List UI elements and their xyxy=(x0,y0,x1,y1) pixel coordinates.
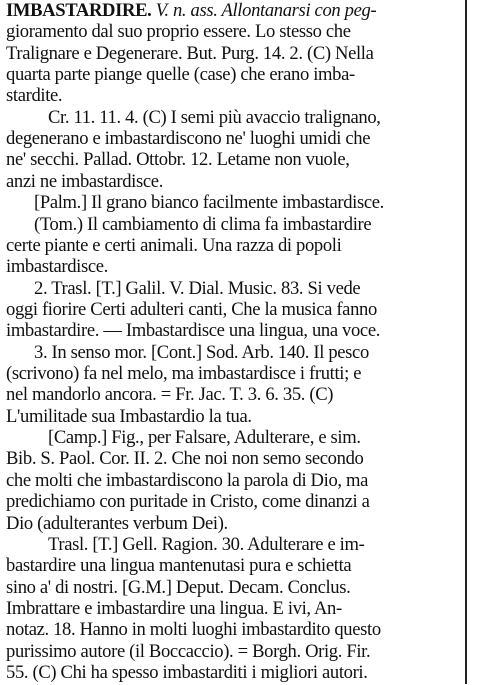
entry-line-8: ne' secchi. Pallad. Ottobr. 12. Letame non vuole, xyxy=(6,149,350,170)
entry-line-4: quarta parte piange quelle (case) che erano imba- xyxy=(6,64,355,85)
entry-line-17: 3. In senso mor. [Cont.] Sod. Arb. 140. Il pesco xyxy=(34,342,369,363)
entry-line-27: bastardire una lingua mantenutasi pura e schietta xyxy=(6,555,352,576)
entry-line-2: gioramento dal suo proprio essere. Lo stesso che xyxy=(6,21,351,42)
entry-line-13: imbastardisce. xyxy=(6,256,108,277)
entry-line-5: stardite. xyxy=(6,85,63,106)
entry-line-3: Tralignare e Degenerare. But. Purg. 14. 2. (C) Nella xyxy=(6,43,374,64)
entry-line-20: L'umilitade sua Imbastardio la tua. xyxy=(6,406,252,427)
entry-line-26: Trasl. [T.] Gell. Ragion. 30. Adulterare e im- xyxy=(48,534,365,555)
entry-line-14: 2. Trasl. [T.] Galil. V. Dial. Music. 83. Si vede xyxy=(34,278,361,299)
entry-line-16: imbastardire. — Imbastardisce una lingua, una voce. xyxy=(6,320,381,341)
entry-line-32: 55. (C) Chi ha spesso imbastarditi i migliori autori. xyxy=(6,662,368,683)
column-rule xyxy=(465,0,467,684)
entry-line-11: (Tom.) Il cambiamento di clima fa imbastardire xyxy=(34,214,372,235)
entry-line-9: anzi ne imbastardisce. xyxy=(6,171,163,192)
entry-line-22: Bib. S. Paol. Cor. II. 2. Che noi non semo secondo xyxy=(6,448,364,469)
entry-line-12: certe piante e certi animali. Una razza di popoli xyxy=(6,235,342,256)
entry-line-25: Dio (adulterantes verbum Dei). xyxy=(6,513,228,534)
entry-line-24: predichiamo con puritade in Cristo, come dinanzi a xyxy=(6,491,370,512)
entry-line-23: che molti che imbastardiscono la parola di Dio, ma xyxy=(6,470,369,491)
entry-line-19: nel mandorlo ancora. = Fr. Jac. T. 3. 6. 35. (C) xyxy=(6,384,334,405)
entry-line-1 xyxy=(6,0,452,23)
entry-line-29: Imbrattare e imbastardire una lingua. E ivi, An- xyxy=(6,598,342,619)
entry-line-7: degenerano e imbastardiscono ne' luoghi umidi che xyxy=(6,128,371,149)
entry-line-28: sino a' di nostri. [G.M.] Deput. Decam. Conclus. xyxy=(6,577,351,598)
entry-line-6: Cr. 11. 11. 4. (C) I semi più avaccio tralignano, xyxy=(48,107,381,128)
entry-line-18: (scrivono) fa nel melo, ma imbastardisce i frutti; e xyxy=(6,363,362,384)
entry-line-15: oggi fiorire Certi adulteri canti, Che la musica fanno xyxy=(6,299,377,320)
entry-line-10: [Palm.] Il grano bianco facilmente imbastardisce. xyxy=(34,192,384,213)
entry-line-30: notaz. 18. Hanno in molti luoghi imbastardito questo xyxy=(6,619,381,640)
entry-line-21: [Camp.] Fig., per Falsare, Adulterare, e sim. xyxy=(48,427,361,448)
entry-line-31: purissimo autore (il Boccaccio). = Borgh. Orig. Fir. xyxy=(6,641,371,662)
headword: IMBASTARDIRE. xyxy=(6,0,152,21)
entry-line-text: V. n. ass. Allontanarsi con peg- xyxy=(155,0,377,21)
